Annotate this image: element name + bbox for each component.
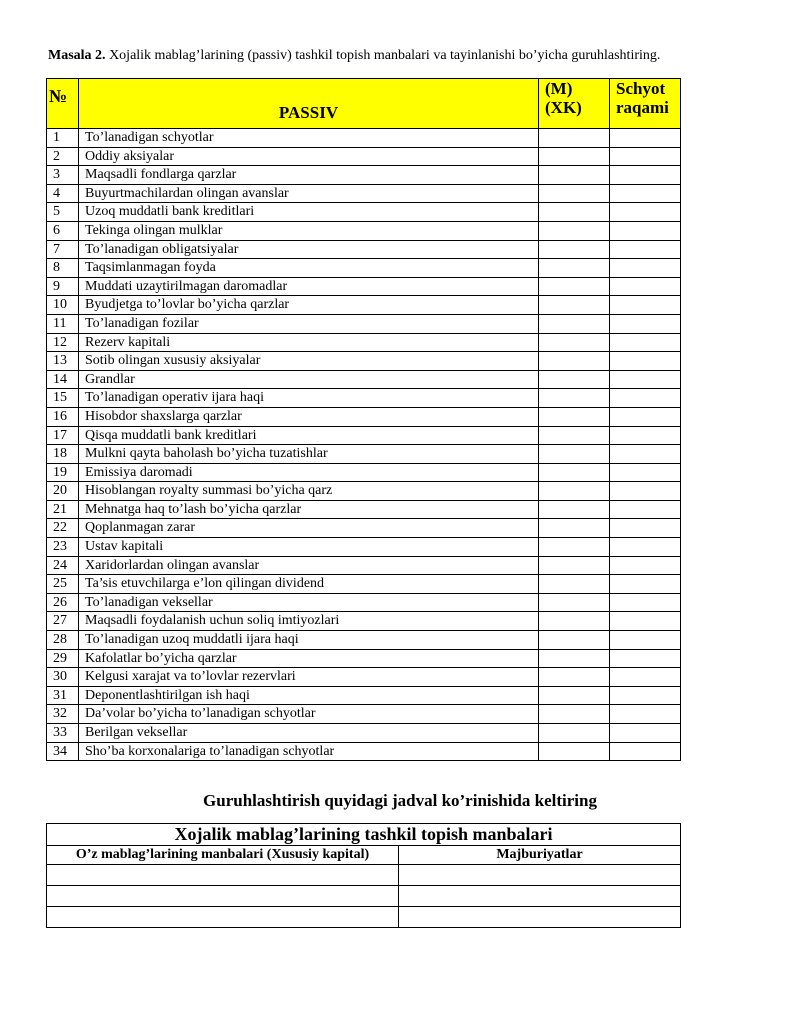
row-item-name: Byudjetga to’lovlar bo’yicha qarzlar xyxy=(79,296,539,315)
row-item-name: Ta’sis etuvchilarga e’lon qilingan dividend xyxy=(79,575,539,594)
row-number: 16 xyxy=(47,407,79,426)
row-schyot-cell[interactable] xyxy=(610,147,681,166)
table-row xyxy=(47,296,681,315)
row-number: 2 xyxy=(47,147,79,166)
table-row xyxy=(47,649,681,668)
row-m-xk-cell[interactable] xyxy=(539,370,610,389)
row-number: 21 xyxy=(47,500,79,519)
header-raqami: raqami xyxy=(616,98,669,117)
row-m-xk-cell[interactable] xyxy=(539,631,610,650)
liabilities-header: Majburiyatlar xyxy=(399,846,681,865)
row-schyot-cell[interactable] xyxy=(610,463,681,482)
own-capital-cell[interactable] xyxy=(47,865,399,886)
table-row xyxy=(47,389,681,408)
table-row xyxy=(47,556,681,575)
row-m-xk-cell[interactable] xyxy=(539,426,610,445)
row-schyot-cell[interactable] xyxy=(610,240,681,259)
passiv-table xyxy=(46,78,681,761)
row-item-name: To’lanadigan veksellar xyxy=(79,593,539,612)
row-schyot-cell[interactable] xyxy=(610,649,681,668)
row-m-xk-cell[interactable] xyxy=(539,296,610,315)
row-schyot-cell[interactable] xyxy=(610,742,681,761)
table-row xyxy=(47,593,681,612)
row-schyot-cell[interactable] xyxy=(610,221,681,240)
row-m-xk-cell[interactable] xyxy=(539,221,610,240)
task-statement xyxy=(48,47,768,65)
row-m-xk-cell[interactable] xyxy=(539,556,610,575)
row-item-name: Emissiya daromadi xyxy=(79,463,539,482)
table-row xyxy=(47,370,681,389)
row-number: 8 xyxy=(47,259,79,278)
grouping-instruction: Guruhlashtirish quyidagi jadval ko’rinishida keltiring xyxy=(203,791,597,810)
row-item-name: Kafolatlar bo’yicha qarzlar xyxy=(79,649,539,668)
header-m: (M) xyxy=(545,79,573,98)
own-capital-header: O’z mablag’larining manbalari (Xususiy kapital) xyxy=(47,846,399,865)
row-number: 3 xyxy=(47,166,79,185)
row-number: 33 xyxy=(47,724,79,743)
row-item-name: Rezerv kapitali xyxy=(79,333,539,352)
row-schyot-cell[interactable] xyxy=(610,203,681,222)
row-m-xk-cell[interactable] xyxy=(539,593,610,612)
row-number: 7 xyxy=(47,240,79,259)
own-capital-cell[interactable] xyxy=(47,907,399,928)
row-number: 12 xyxy=(47,333,79,352)
table-row xyxy=(47,314,681,333)
row-m-xk-cell[interactable] xyxy=(539,649,610,668)
grouping-row xyxy=(47,865,681,886)
row-m-xk-cell[interactable] xyxy=(539,668,610,687)
table-row xyxy=(47,742,681,761)
row-schyot-cell[interactable] xyxy=(610,705,681,724)
row-schyot-cell[interactable] xyxy=(610,556,681,575)
row-item-name: To’lanadigan schyotlar xyxy=(79,129,539,148)
row-m-xk-cell[interactable] xyxy=(539,407,610,426)
row-item-name: Mulkni qayta baholash bo’yicha tuzatishlar xyxy=(79,445,539,464)
task-label: Masala 2. xyxy=(48,48,106,63)
table-row xyxy=(47,538,681,557)
grouping-row xyxy=(47,886,681,907)
row-item-name: Oddiy aksiyalar xyxy=(79,147,539,166)
row-number: 26 xyxy=(47,593,79,612)
row-number: 9 xyxy=(47,277,79,296)
row-m-xk-cell[interactable] xyxy=(539,352,610,371)
table-row xyxy=(47,166,681,185)
header-number: № xyxy=(47,79,79,129)
row-item-name: Berilgan veksellar xyxy=(79,724,539,743)
row-number: 20 xyxy=(47,482,79,501)
liabilities-cell[interactable] xyxy=(399,865,681,886)
row-item-name: Sho’ba korxonalariga to’lanadigan schyotlar xyxy=(79,742,539,761)
passiv-table-header xyxy=(47,79,681,129)
table-row xyxy=(47,482,681,501)
row-schyot-cell[interactable] xyxy=(610,686,681,705)
row-schyot-cell[interactable] xyxy=(610,445,681,464)
row-item-name: Grandlar xyxy=(79,370,539,389)
row-m-xk-cell[interactable] xyxy=(539,184,610,203)
row-number: 4 xyxy=(47,184,79,203)
row-schyot-cell[interactable] xyxy=(610,407,681,426)
table-row xyxy=(47,500,681,519)
table-row xyxy=(47,333,681,352)
row-m-xk-cell[interactable] xyxy=(539,147,610,166)
table-row xyxy=(47,445,681,464)
grouping-table-title: Xojalik mablag’larining tashkil topish manbalari xyxy=(47,824,681,846)
table-row xyxy=(47,705,681,724)
row-number: 34 xyxy=(47,742,79,761)
header-m-xk xyxy=(539,79,610,129)
own-capital-cell[interactable] xyxy=(47,886,399,907)
row-schyot-cell[interactable] xyxy=(610,724,681,743)
row-m-xk-cell[interactable] xyxy=(539,575,610,594)
table-row xyxy=(47,519,681,538)
row-m-xk-cell[interactable] xyxy=(539,389,610,408)
row-item-name: Maqsadli fondlarga qarzlar xyxy=(79,166,539,185)
row-item-name: Uzoq muddatli bank kreditlari xyxy=(79,203,539,222)
row-m-xk-cell[interactable] xyxy=(539,705,610,724)
row-m-xk-cell[interactable] xyxy=(539,277,610,296)
row-schyot-cell[interactable] xyxy=(610,538,681,557)
row-schyot-cell[interactable] xyxy=(610,296,681,315)
row-schyot-cell[interactable] xyxy=(610,519,681,538)
row-item-name: Ustav kapitali xyxy=(79,538,539,557)
liabilities-cell[interactable] xyxy=(399,886,681,907)
row-m-xk-cell[interactable] xyxy=(539,129,610,148)
row-m-xk-cell[interactable] xyxy=(539,333,610,352)
row-item-name: Hisoblangan royalty summasi bo’yicha qarz xyxy=(79,482,539,501)
grouping-row xyxy=(47,907,681,928)
row-number: 5 xyxy=(47,203,79,222)
row-item-name: Qoplanmagan zarar xyxy=(79,519,539,538)
table-row xyxy=(47,240,681,259)
row-number: 32 xyxy=(47,705,79,724)
table-row xyxy=(47,184,681,203)
row-m-xk-cell[interactable] xyxy=(539,314,610,333)
row-number: 27 xyxy=(47,612,79,631)
table-row xyxy=(47,259,681,278)
row-schyot-cell[interactable] xyxy=(610,352,681,371)
table-row xyxy=(47,221,681,240)
row-item-name: To’lanadigan operativ ijara haqi xyxy=(79,389,539,408)
row-number: 23 xyxy=(47,538,79,557)
row-m-xk-cell[interactable] xyxy=(539,445,610,464)
row-m-xk-cell[interactable] xyxy=(539,612,610,631)
header-schyot-raqami xyxy=(610,79,681,129)
table-row xyxy=(47,277,681,296)
row-item-name: Buyurtmachilardan olingan avanslar xyxy=(79,184,539,203)
row-m-xk-cell[interactable] xyxy=(539,724,610,743)
row-item-name: Deponentlashtirilgan ish haqi xyxy=(79,686,539,705)
row-schyot-cell[interactable] xyxy=(610,389,681,408)
row-schyot-cell[interactable] xyxy=(610,166,681,185)
row-number: 18 xyxy=(47,445,79,464)
row-number: 25 xyxy=(47,575,79,594)
row-item-name: To’lanadigan obligatsiyalar xyxy=(79,240,539,259)
row-schyot-cell[interactable] xyxy=(610,500,681,519)
row-m-xk-cell[interactable] xyxy=(539,463,610,482)
row-schyot-cell[interactable] xyxy=(610,593,681,612)
table-row xyxy=(47,631,681,650)
row-m-xk-cell[interactable] xyxy=(539,240,610,259)
grouping-table xyxy=(46,823,681,928)
row-schyot-cell[interactable] xyxy=(610,668,681,687)
row-item-name: Da’volar bo’yicha to’lanadigan schyotlar xyxy=(79,705,539,724)
row-number: 14 xyxy=(47,370,79,389)
row-item-name: To’lanadigan fozilar xyxy=(79,314,539,333)
table-row xyxy=(47,612,681,631)
row-m-xk-cell[interactable] xyxy=(539,500,610,519)
row-item-name: Muddati uzaytirilmagan daromadlar xyxy=(79,277,539,296)
row-item-name: Hisobdor shaxslarga qarzlar xyxy=(79,407,539,426)
row-schyot-cell[interactable] xyxy=(610,426,681,445)
row-schyot-cell[interactable] xyxy=(610,333,681,352)
row-number: 22 xyxy=(47,519,79,538)
row-number: 1 xyxy=(47,129,79,148)
row-schyot-cell[interactable] xyxy=(610,259,681,278)
table-row xyxy=(47,668,681,687)
header-passiv: PASSIV xyxy=(79,79,539,129)
table-row xyxy=(47,724,681,743)
row-schyot-cell[interactable] xyxy=(610,575,681,594)
row-number: 10 xyxy=(47,296,79,315)
row-item-name: Xaridorlardan olingan avanslar xyxy=(79,556,539,575)
row-item-name: Sotib olingan xususiy aksiyalar xyxy=(79,352,539,371)
row-schyot-cell[interactable] xyxy=(610,482,681,501)
row-schyot-cell[interactable] xyxy=(610,277,681,296)
row-m-xk-cell[interactable] xyxy=(539,166,610,185)
table-row xyxy=(47,352,681,371)
table-row xyxy=(47,686,681,705)
row-item-name: Mehnatga haq to’lash bo’yicha qarzlar xyxy=(79,500,539,519)
row-item-name: Qisqa muddatli bank kreditlari xyxy=(79,426,539,445)
liabilities-cell[interactable] xyxy=(399,907,681,928)
row-schyot-cell[interactable] xyxy=(610,129,681,148)
table-row xyxy=(47,203,681,222)
row-item-name: To’lanadigan uzoq muddatli ijara haqi xyxy=(79,631,539,650)
header-schyot: Schyot xyxy=(616,79,666,98)
row-m-xk-cell[interactable] xyxy=(539,482,610,501)
table-row xyxy=(47,147,681,166)
row-number: 15 xyxy=(47,389,79,408)
table-row xyxy=(47,575,681,594)
table-row xyxy=(47,407,681,426)
row-m-xk-cell[interactable] xyxy=(539,259,610,278)
row-schyot-cell[interactable] xyxy=(610,370,681,389)
passiv-table-body xyxy=(47,129,681,761)
row-schyot-cell[interactable] xyxy=(610,631,681,650)
row-m-xk-cell[interactable] xyxy=(539,538,610,557)
table-row xyxy=(47,426,681,445)
row-m-xk-cell[interactable] xyxy=(539,742,610,761)
row-item-name: Maqsadli foydalanish uchun soliq imtiyozlari xyxy=(79,612,539,631)
table-row xyxy=(47,129,681,148)
row-number: 19 xyxy=(47,463,79,482)
row-schyot-cell[interactable] xyxy=(610,184,681,203)
row-number: 29 xyxy=(47,649,79,668)
row-item-name: Tekinga olingan mulklar xyxy=(79,221,539,240)
row-number: 13 xyxy=(47,352,79,371)
row-schyot-cell[interactable] xyxy=(610,314,681,333)
row-number: 31 xyxy=(47,686,79,705)
row-number: 28 xyxy=(47,631,79,650)
row-number: 11 xyxy=(47,314,79,333)
row-number: 17 xyxy=(47,426,79,445)
row-m-xk-cell[interactable] xyxy=(539,203,610,222)
header-xk: (XK) xyxy=(545,98,582,117)
row-item-name: Taqsimlanmagan foyda xyxy=(79,259,539,278)
row-number: 6 xyxy=(47,221,79,240)
row-schyot-cell[interactable] xyxy=(610,612,681,631)
row-number: 24 xyxy=(47,556,79,575)
row-item-name: Kelgusi xarajat va to’lovlar rezervlari xyxy=(79,668,539,687)
row-m-xk-cell[interactable] xyxy=(539,686,610,705)
row-number: 30 xyxy=(47,668,79,687)
table-row xyxy=(47,463,681,482)
row-m-xk-cell[interactable] xyxy=(539,519,610,538)
task-text: Xojalik mablag’larining (passiv) tashkil topish manbalari va tayinlanishi bo’yicha guruhlashtiring. xyxy=(109,48,661,63)
